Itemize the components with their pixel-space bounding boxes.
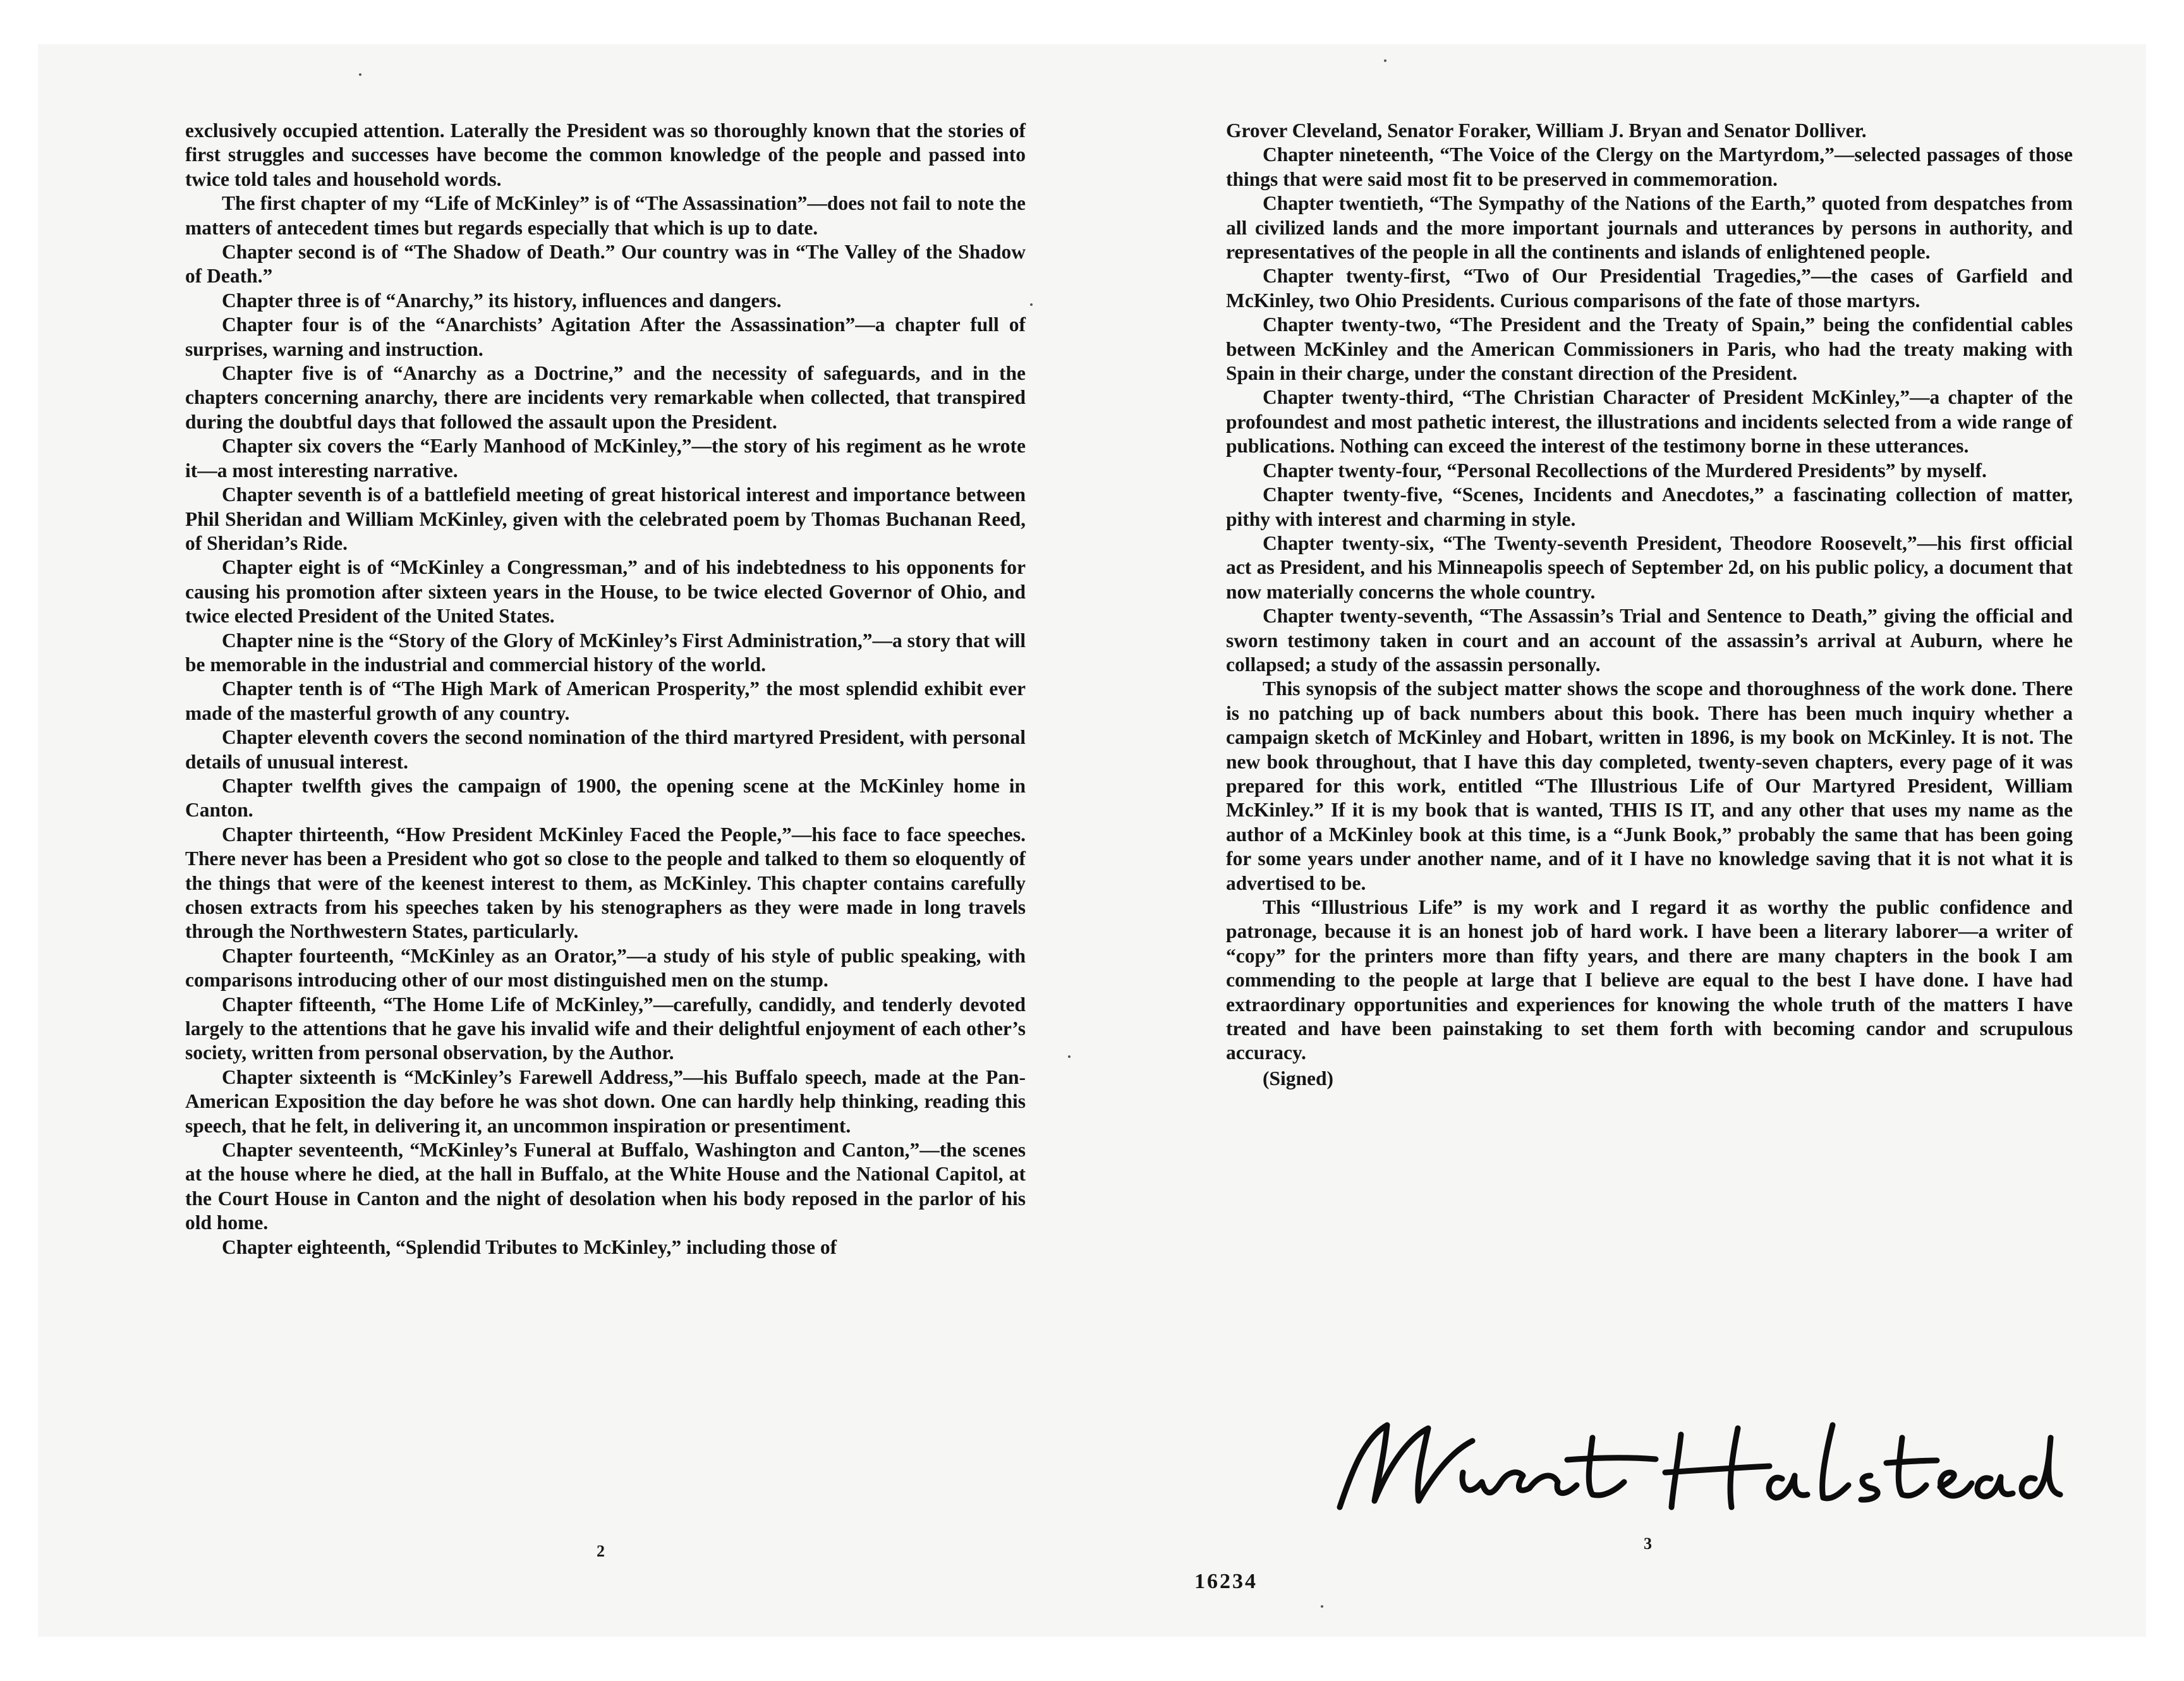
left-paragraph: Chapter twelfth gives the campaign of 1900, the opening scene at the McKinley home in Canton. [185,774,1026,822]
right-paragraph: Chapter twenty-six, “The Twenty-seventh President, Theodore Roosevelt,”—his first official act as President, and his Minneapolis speech of September 2d, on his public policy, a document that now materially concerns the whole country. [1226,531,2073,603]
left-paragraph: Chapter three is of “Anarchy,” its history, influences and dangers. [222,289,782,312]
right-paragraph: This synopsis of the subject matter shows the scope and thoroughness of the work done. There is no patching up of back numbers about this book. There has been much inquiry whether a campaign sketch of McKinley and Hobart, written in 1896, is my book on McKinley. It is not. The new book throughout, that I have this day completed, twenty-seven chapters, every page of it was prepared for this work, entitled “The Illustrious Life of Our Martyred President, William McKinley.” If it is my book that is wanted, THIS IS IT, and any other that uses my name as the author of a McKinley book at this time, is a “Junk Book,” probably the same that has been going for some years under another name, and of it I have no knowledge saving that it is not what it is advertised to be. [1226,677,2073,894]
document-number: 16234 [1194,1570,1258,1593]
left-paragraph: Chapter fourteenth, “McKinley as an Orator,”—a study of his style of public speaking, with comparisons introducing other of our most distinguished men on the stump. [185,944,1026,992]
left-paragraph: Chapter eleventh covers the second nomination of the third martyred President, with personal details of unusual interest. [185,726,1026,773]
right-page-column [1226,119,2073,1091]
left-paragraph: Chapter seventh is of a battlefield meeting of great historical interest and importance between Phil Sheridan and William McKinley, given with the celebrated poem by Thomas Buchanan Reed, of Sheridan’s Ride. [185,483,1026,554]
left-paragraph: Chapter seventeenth, “McKinley’s Funeral at Buffalo, Washington and Canton,”—the scenes at the house where he died, at the hall in Buffalo, at the White House and the National Capitol, at the Court House in Canton and the night of desolation when his body reposed in the parlor of his old home. [185,1139,1026,1234]
left-paragraph: Chapter second is of “The Shadow of Death.” Our country was in “The Valley of the Shadow of Death.” [185,241,1026,288]
paper-speck [1068,1055,1071,1058]
left-paragraph: Chapter thirteenth, “How President McKinley Faced the People,”—his face to face speeches. There never has been a President who got so close to the people and talked to them so eloquently of the things that were of the keenest interest to them, as McKinley. This chapter contains carefully chosen extracts from his speeches taken by his stenographers as they were made in long travels through the Northwestern States, particularly. [185,823,1026,943]
right-paragraph: Chapter nineteenth, “The Voice of the Clergy on the Martyrdom,”—selected passages of those things that were said most fit to be preserved in commemoration. [1226,143,2073,190]
right-paragraph: This “Illustrious Life” is my work and I regard it as worthy the public confidence and patronage, because it is an honest job of hard work. I have been a literary laborer—a writer of “copy” for the printers more than fifty years, and there are many chapters in the book I am commending to the people at large that I believe are equal to the best I have done. I have had extraordinary opportunities and experiences for knowing the whole truth of the matters I have treated and have been painstaking to set them forth with becoming candor and scrupulous accuracy. [1226,896,2073,1064]
left-paragraph: The first chapter of my “Life of McKinley” is of “The Assassination”—does not fail to note the matters of antecedent times but regards especially that which is up to date. [185,192,1026,239]
paper-speck [1030,303,1033,306]
left-paragraph: Chapter six covers the “Early Manhood of McKinley,”—the story of his regiment as he wrote it—a most interesting narrative. [185,435,1026,482]
signed-label: (Signed) [1263,1067,1334,1089]
left-paragraph: Chapter eight is of “McKinley a Congressman,” and of his indebtedness to his opponents for causing his promotion after sixteen years in the House, to be twice elected Governor of Ohio, and twice elected President of the United States. [185,556,1026,628]
handwritten-signature [1327,1412,2066,1520]
right-paragraph: Chapter twenty-four, “Personal Recollections of the Murdered Presidents” by myself. [1263,459,1987,482]
left-paragraph: Chapter sixteenth is “McKinley’s Farewell Address,”—his Buffalo speech, made at the Pan-American Exposition the day before he was shot down. One can hardly help thinking, reading this speech, that he felt, in delivering it, an uncommon inspiration or presentiment. [185,1065,1026,1137]
paper-speck [1321,1605,1323,1608]
left-page-number: 2 [597,1542,605,1560]
left-paragraph: Chapter tenth is of “The High Mark of American Prosperity,” the most splendid exhibit ever made of the masterful growth of any country. [185,677,1026,724]
paper-speck [359,73,361,76]
document-sheet [38,44,2146,1637]
right-paragraph: Chapter twenty-seventh, “The Assassin’s Trial and Sentence to Death,” giving the official and sworn testimony taken in court and an account of the assassin’s arrival at Auburn, where he collapsed; a study of the assassin personally. [1226,605,2073,676]
right-paragraph: Chapter twenty-five, “Scenes, Incidents and Anecdotes,” a fascinating collection of matter, pithy with interest and charming in style. [1226,483,2073,530]
left-paragraph: exclusively occupied attention. Laterally the President was so thoroughly known that the stories of first struggles and successes have become the common knowledge of the people and passed into twice told tales and household words. [185,119,1026,190]
right-paragraph: Chapter twenty-third, “The Christian Character of President McKinley,”—a chapter of the profoundest and most pathetic interest, the illustrations and incidents selected from a wide range of publications. Nothing can exceed the interest of the testimony borne in these utterances. [1226,386,2073,458]
left-paragraph: Chapter nine is the “Story of the Glory of McKinley’s First Administration,”—a story that will be memorable in the industrial and commercial history of the world. [185,629,1026,676]
left-paragraph: Chapter four is of the “Anarchists’ Agitation After the Assassination”—a chapter full of surprises, warning and instruction. [185,313,1026,360]
right-paragraph: Chapter twenty-two, “The President and the Treaty of Spain,” being the confidential cables between McKinley and the American Commissioners in Paris, who had the treaty making with Spain in their charge, under the constant direction of the President. [1226,313,2073,385]
left-paragraph: Chapter five is of “Anarchy as a Doctrine,” and the necessity of safeguards, and in the chapters concerning anarchy, there are incidents very remarkable when collected, that transpired during the doubtful days that followed the assault upon the President. [185,362,1026,433]
right-page-number: 3 [1644,1534,1652,1553]
left-paragraph: Chapter eighteenth, “Splendid Tributes to McKinley,” including those of [222,1235,837,1258]
right-paragraph: Chapter twentieth, “The Sympathy of the Nations of the Earth,” quoted from despatches from all civilized lands and the more important journals and utterances by persons in authority, and representatives of the people in all the continents and islands of enlightened people. [1226,192,2073,264]
right-paragraph: Grover Cleveland, Senator Foraker, William J. Bryan and Senator Dolliver. [1226,119,1867,142]
paper-speck [1384,59,1386,62]
left-page-column [185,119,1026,1259]
left-paragraph: Chapter fifteenth, “The Home Life of McKinley,”—carefully, candidly, and tenderly devoted largely to the attentions that he gave his invalid wife and their delightful enjoyment of each other’s society, written from personal observation, by the Author. [185,993,1026,1064]
right-paragraph: Chapter twenty-first, “Two of Our Presidential Tragedies,”—the cases of Garfield and McKinley, two Ohio Presidents. Curious comparisons of the fate of those martyrs. [1226,265,2073,312]
